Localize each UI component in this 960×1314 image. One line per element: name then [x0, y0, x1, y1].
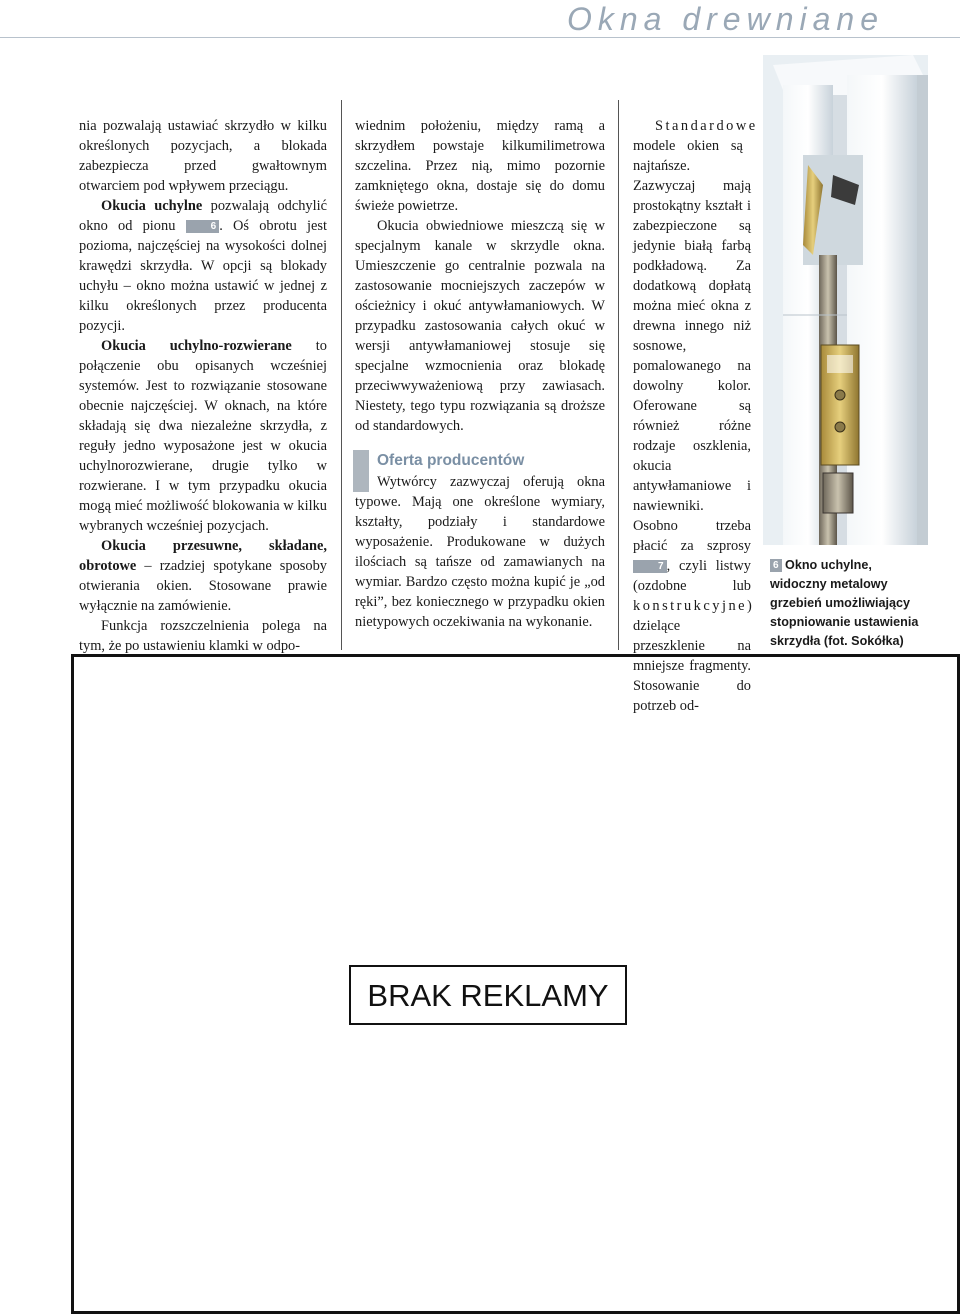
window-fitting-photo	[763, 55, 928, 545]
subheading-bar	[353, 450, 369, 492]
section-title: Okna drewniane	[566, 1, 884, 37]
subheading: Oferta producentów	[377, 452, 525, 469]
ad-placeholder-label: BRAK REKLAMY	[349, 965, 627, 1025]
term-okucia-uchylno-rozwierane: Okucia uchylno-rozwierane	[101, 338, 292, 354]
paragraph: Okucia uchylne pozwalają odchylić okno od pionu 6 . Oś obrotu jest pozioma, najczęściej na wysokości dolnej krawędzi skrzydła. W opcji są blokady uchyłu – okno można ustawić w jednej z kilku określonych przez producenta pozycji.	[79, 198, 328, 334]
text-column-3	[633, 116, 758, 716]
figure-ref-badge: 7	[633, 560, 667, 573]
window-fitting-illustration	[763, 55, 928, 545]
figure-ref-badge: 6	[186, 220, 220, 233]
paragraph: Funkcja rozszczelnienia polega na tym, że po ustawieniu klamki w odpo-	[79, 618, 327, 654]
paragraph: Okucia uchylno-rozwierane to połączenie obu opisanych wcześniej systemów. Jest to rozwiązanie stosowane obecnie najczęściej. W oknach, na które składają się dwa niezależne skrzydła, z reguły jedno wyposażone jest w okucia uchylnorozwierane, drugie tylko w rozwierane. I w tym przypadku okucia mogą mieć możliwość blokowania w kilku wybranych wcześniej pozycjach.	[79, 338, 327, 534]
paragraph: wiednim położeniu, między ramą a skrzydłem powstaje kilkumilimetrowa szczelina. Przez nią, mimo pozornie zamkniętego okna, dostaje się do domu świeże powietrze.	[355, 118, 605, 214]
term-okucia-przesuwne: Okucia przesuwne, składane, obrotowe	[79, 538, 327, 574]
paragraph: nia pozwalają ustawiać skrzydło w kilku określonych pozycjach, a blokada zabezpiecza przed gwałtownym otwarciem pod wpływem przeciągu.	[79, 118, 327, 194]
column-divider	[618, 100, 619, 650]
text-column-2	[355, 116, 605, 632]
paragraph: Okucia obwiedniowe mieszczą się w specjalnym kanale w skrzydle okna. Umieszczenie go centralnie pozwala na zastosowanie mocniejszych zaczepów w ościeżnicy i okuć antywłamaniowych. W przypadku zastosowania całych okuć w wersji antywłamaniowej stosuje się specjalne wzmocnienia oraz blokadę przeciwwyważeniową przy zawiasach. Niestety, tego typu rozwiązania są droższe od standardowych.	[355, 218, 605, 434]
text-column-1	[79, 116, 327, 656]
paragraph: Wytwórcy zazwyczaj oferują okna typowe. Mają one określone wymiary, kształty, podziały i standardowe wyposażenie. Produkowane w dużych ilościach są tańsze od zamawianych na wymiar. Bardzo często można kupić je „od ręki”, bez koniecznego w przypadku okien nietypowych oczekiwania na wykonanie.	[355, 474, 605, 630]
term-okucia-uchylne: Okucia uchylne	[101, 198, 203, 214]
column-divider	[341, 100, 342, 650]
figure-ref-badge: 6	[770, 559, 782, 572]
figure-caption: 6 Okno uchylne, widoczny metalowy grzebień umożliwiający stopniowanie ustawienia skrzydła (fot. Sokółka)	[770, 558, 919, 648]
subheading-block	[355, 450, 605, 632]
paragraph: Okucia przesuwne, składane, obrotowe – rzadziej spotykane sposoby otwierania okien. Stosowane prawie wyłącznie na zamówienie.	[79, 538, 327, 614]
paragraph: Standardowe modele okien są najtańsze. Zazwyczaj mają prostokątny kształt i zabezpieczone są jedynie białą farbą podkładową. Za dodatkową dopłatą można mieć okna z drewna innego niż sosnowe, pomalowanego na dowolny kolor. Oferowane są również różne rodzaje oszklenia, okucia antywłamaniowe i nawiewniki. Osobno trzeba płacić za szprosy 7 , czyli listwy (ozdobne lub konstrukcyjne) dzielące przeszklenie na mniejsze fragmenty. Stosowanie do potrzeb od-	[633, 118, 758, 714]
